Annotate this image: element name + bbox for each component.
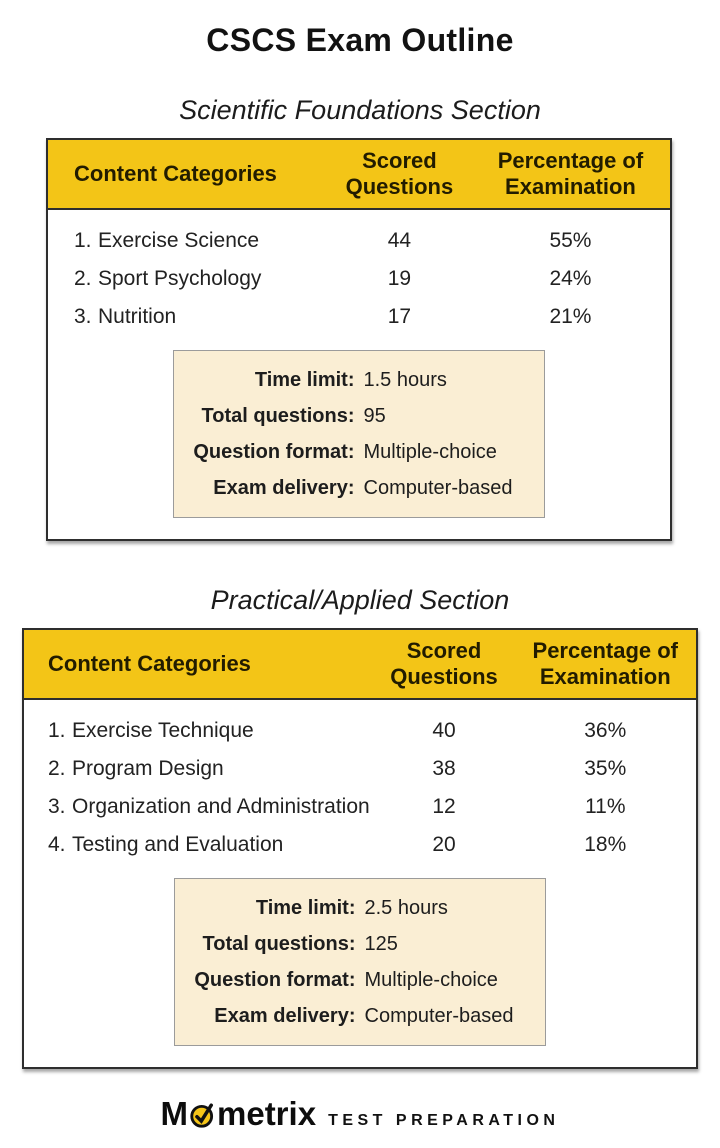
scored-questions-cell: 20 [432,833,456,856]
percentage-cell: 11% [585,795,626,818]
table-row [24,750,696,788]
info-value: 95 [363,404,386,427]
info-label: Time limit: [254,368,355,391]
table-row [24,826,696,864]
row-number: 2. [48,757,66,780]
percentage-cell: 21% [549,305,592,328]
scored-questions-cell: 17 [387,305,412,328]
info-line [174,398,544,434]
brand-tagline: TEST PREPARATION [328,1112,560,1129]
page-title: CSCS Exam Outline [206,22,514,58]
info-line [174,470,544,506]
category-label: Sport Psychology [98,267,262,290]
info-label: Time limit: [255,896,356,919]
column-header-content-categories: Content Categories [48,651,251,677]
section-practical-applied [0,585,720,1069]
row-number: 3. [74,305,92,328]
exam-info-box [174,878,546,1046]
info-label: Exam delivery: [214,1004,356,1027]
percentage-cell: 24% [549,267,592,290]
info-line [175,998,545,1034]
percentage-cell: 55% [549,229,592,252]
column-header-percentage-of-examination: Percentage of Examination [497,148,644,199]
category-cell [48,305,328,329]
info-label: Total questions: [201,404,355,427]
scored-questions-cell: 44 [387,229,412,252]
row-number: 3. [48,795,66,818]
exam-info-box [173,350,545,518]
section-title-practical-applied: Practical/Applied Section [210,585,510,615]
row-number: 2. [74,267,92,290]
info-value: 2.5 hours [364,896,448,919]
scored-questions-cell: 40 [432,719,456,742]
table-header-row [24,630,696,700]
table-header-row [48,140,670,210]
section-scientific-foundations [0,95,720,541]
table-row [24,788,696,826]
info-line [175,890,545,926]
table-row [48,260,670,298]
scientific-foundations-table [46,138,672,541]
scored-questions-cell: 19 [387,267,412,290]
practical-applied-table [22,628,698,1069]
row-number: 1. [48,719,66,742]
row-number: 4. [48,833,66,856]
table-body [48,210,670,518]
info-value: Computer-based [363,476,513,499]
category-label: Nutrition [98,305,177,328]
category-label: Organization and Administration [72,795,370,818]
category-cell [24,719,373,743]
table-row [24,712,696,750]
category-cell [48,267,328,291]
scored-questions-cell: 38 [432,757,456,780]
info-value: 1.5 hours [363,368,447,391]
percentage-cell: 36% [584,719,627,742]
category-cell [24,833,373,857]
info-line [174,362,544,398]
percentage-cell: 35% [584,757,627,780]
info-value: Computer-based [364,1004,514,1027]
category-cell [48,229,328,253]
column-header-scored-questions: Scored Questions [345,148,454,199]
info-line [175,926,545,962]
column-header-percentage-of-examination: Percentage of Examination [532,638,679,689]
category-label: Exercise Technique [72,719,254,742]
info-value: 125 [364,932,398,955]
category-cell [24,757,373,781]
footer-brand [0,1095,720,1137]
mometrix-logo [161,1095,317,1132]
category-label: Testing and Evaluation [72,833,284,856]
table-body [24,700,696,1046]
info-label: Total questions: [202,932,356,955]
info-line [174,434,544,470]
scored-questions-cell: 12 [432,795,456,818]
info-value: Multiple-choice [363,440,497,463]
info-label: Question format: [193,440,355,463]
percentage-cell: 18% [584,833,627,856]
category-label: Exercise Science [98,229,260,252]
brand-suffix: metrix [217,1095,317,1132]
category-cell [24,795,373,819]
column-header-scored-questions: Scored Questions [390,638,498,689]
column-header-content-categories: Content Categories [74,161,277,187]
section-title-scientific-foundations: Scientific Foundations Section [179,95,541,125]
info-label: Question format: [194,968,356,991]
info-line [175,962,545,998]
cscs-exam-outline-infographic [0,22,720,1137]
row-number: 1. [74,229,92,252]
check-badge-icon [189,1099,216,1137]
table-row [48,298,670,336]
table-row [48,222,670,260]
info-value: Multiple-choice [364,968,498,991]
category-label: Program Design [72,757,224,780]
brand-prefix: M [160,1095,188,1132]
info-label: Exam delivery: [213,476,355,499]
